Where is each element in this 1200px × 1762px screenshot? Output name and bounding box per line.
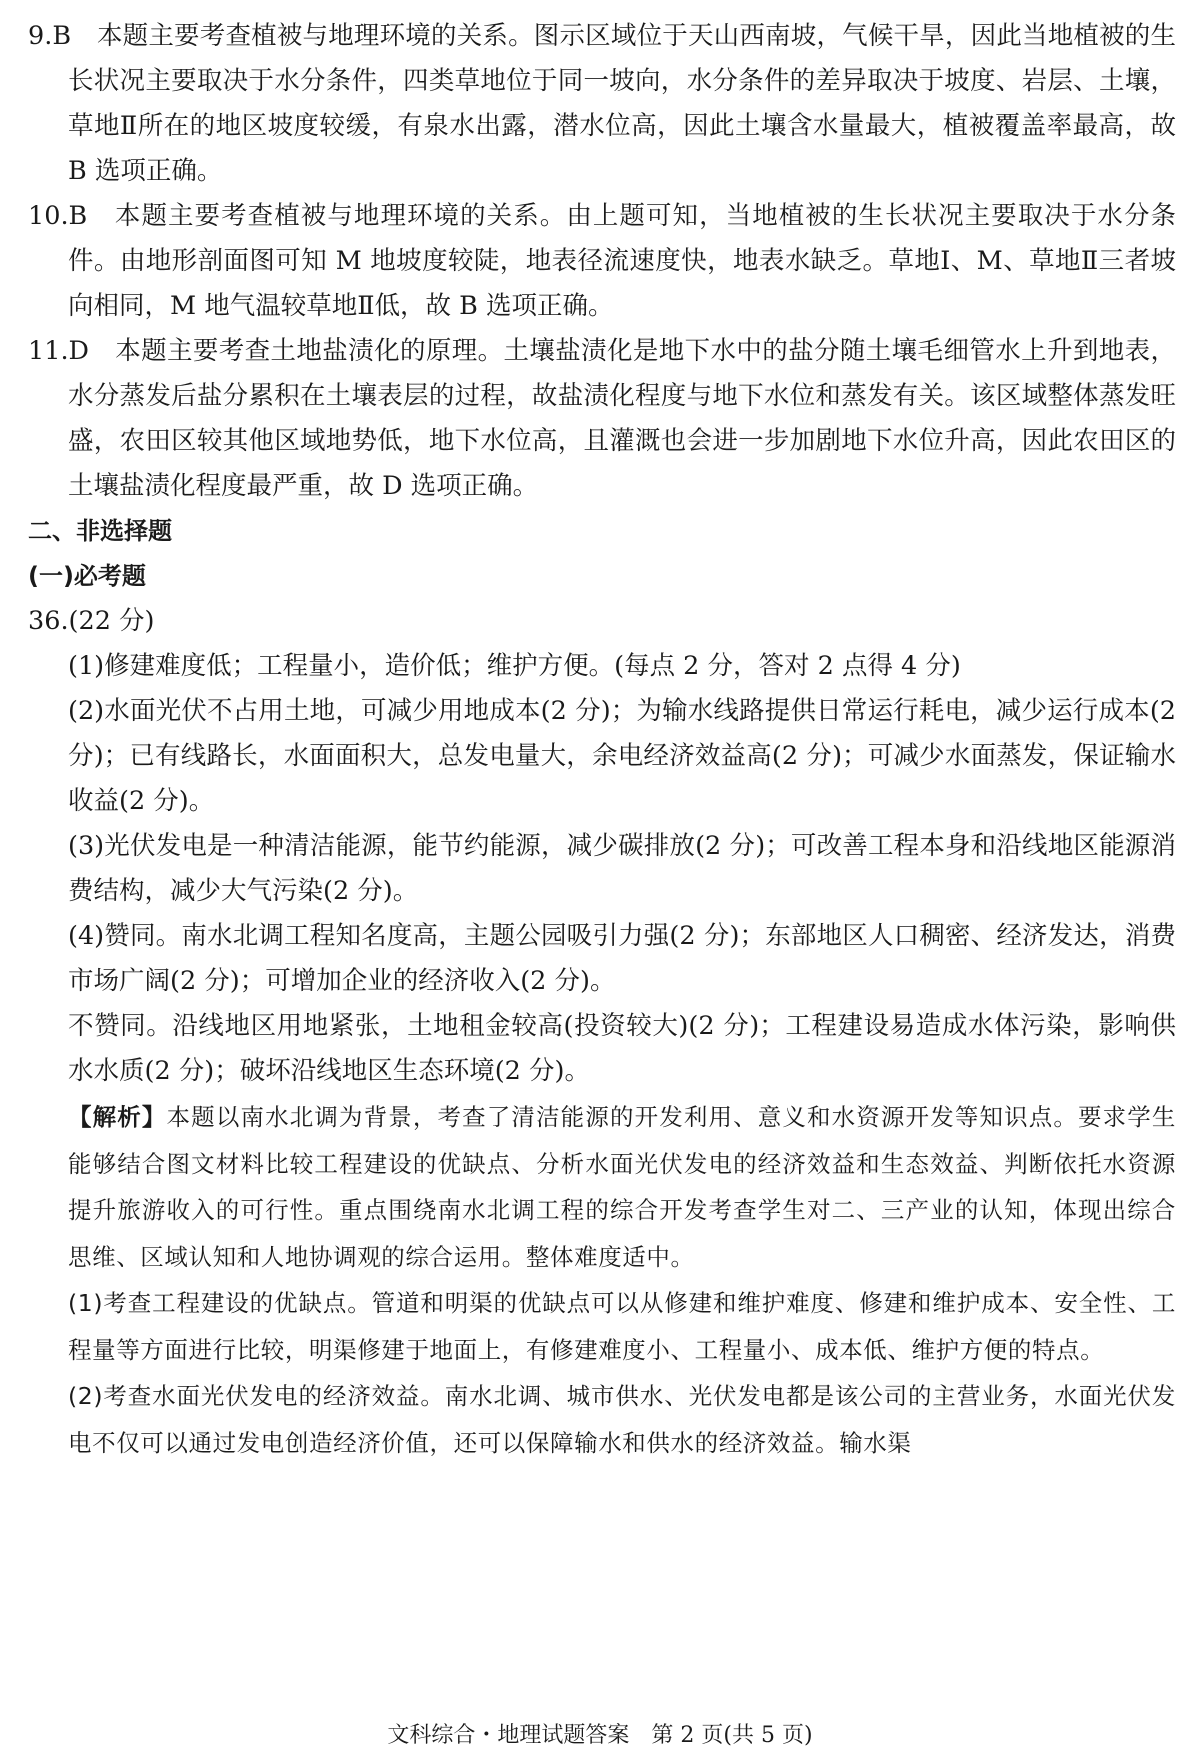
answer-36-4-agree: (4)赞同。南水北调工程知名度高，主题公园吸引力强(2 分)；东部地区人口稠密、经济发达，消费市场广阔(2 分)；可增加企业的经济收入(2 分)。 [68, 921, 1176, 996]
answer-36-2: (2)水面光伏不占用土地，可减少用地成本(2 分)；为输水线路提供日常运行耗电，减少运行成本(2 分)；已有线路长，水面面积大，总发电量大，余电经济效益高(2 分)；可减少水面蒸发，保证输水收益(2 分)。 [68, 696, 1176, 816]
answer-q11: 11.D 本题主要考查土地盐渍化的原理。土壤盐渍化是地下水中的盐分随土壤毛细管水上升到地表，水分蒸发后盐分累积在土壤表层的过程，故盐渍化程度与地下水位和蒸发有关。该区域整体蒸发旺盛，农田区较其他区域地势低，地下水位高，且灌溉也会进一步加剧地下水位升高，因此农田区的土壤盐渍化程度最严重，故 D 选项正确。 [28, 336, 1176, 501]
analysis-36-2: (2)考查水面光伏发电的经济效益。南水北调、城市供水、光伏发电都是该公司的主营业务，水面光伏发电不仅可以通过发电创造经济价值，还可以保障输水和供水的经济效益。输水渠 [68, 1382, 1176, 1457]
document-body [28, 14, 1176, 1466]
analysis-body: 本题以南水北调为背景，考查了清洁能源的开发利用、意义和水资源开发等知识点。要求学生能够结合图文材料比较工程建设的优缺点、分析水面光伏发电的经济效益和生态效益、判断依托水资源提升旅游收入的可行性。重点围绕南水北调工程的综合开发考查学生对二、三产业的认知，体现出综合思维、区域认知和人地协调观的综合运用。整体难度适中。 [68, 1103, 1176, 1271]
answer-q9: 9.B 本题主要考查植被与地理环境的关系。图示区域位于天山西南坡，气候干旱，因此当地植被的生长状况主要取决于水分条件，四类草地位于同一坡向，水分条件的差异取决于坡度、岩层、土壤，草地Ⅱ所在的地区坡度较缓，有泉水出露，潜水位高，因此土壤含水量最大，植被覆盖率最高，故 B 选项正确。 [28, 21, 1176, 186]
answer-q10: 10.B 本题主要考查植被与地理环境的关系。由上题可知，当地植被的生长状况主要取决于水分条件。由地形剖面图可知 M 地坡度较陡，地表径流速度快，地表水缺乏。草地Ⅰ、M、草地Ⅱ三者坡向相同，M 地气温较草地Ⅱ低，故 B 选项正确。 [28, 201, 1176, 321]
subsection-heading-required: (一)必考题 [28, 562, 146, 590]
analysis-paragraph [28, 1094, 1176, 1280]
analysis-tag: 【解析】 [68, 1103, 167, 1131]
answer-36-3: (3)光伏发电是一种清洁能源，能节约能源，减少碳排放(2 分)；可改善工程本身和沿线地区能源消费结构，减少大气污染(2 分)。 [68, 831, 1176, 906]
answer-36-4-disagree: 不赞同。沿线地区用地紧张，土地租金较高(投资较大)(2 分)；工程建设易造成水体污染，影响供水水质(2 分)；破坏沿线地区生态环境(2 分)。 [68, 1011, 1176, 1086]
analysis-36-1: (1)考查工程建设的优缺点。管道和明渠的优缺点可以从修建和维护难度、修建和维护成本、安全性、工程量等方面进行比较，明渠修建于地面上，有修建难度小、工程量小、成本低、维护方便的特点。 [68, 1289, 1176, 1364]
page-footer: 文科综合・地理试题答案 第 2 页(共 5 页) [387, 1723, 813, 1748]
answer-36-1: (1)修建难度低；工程量小，造价低；维护方便。(每点 2 分，答对 2 点得 4 分) [68, 651, 961, 681]
section-heading-nonchoice: 二、非选择题 [28, 517, 172, 545]
question-36-heading: 36.(22 分) [28, 606, 155, 636]
